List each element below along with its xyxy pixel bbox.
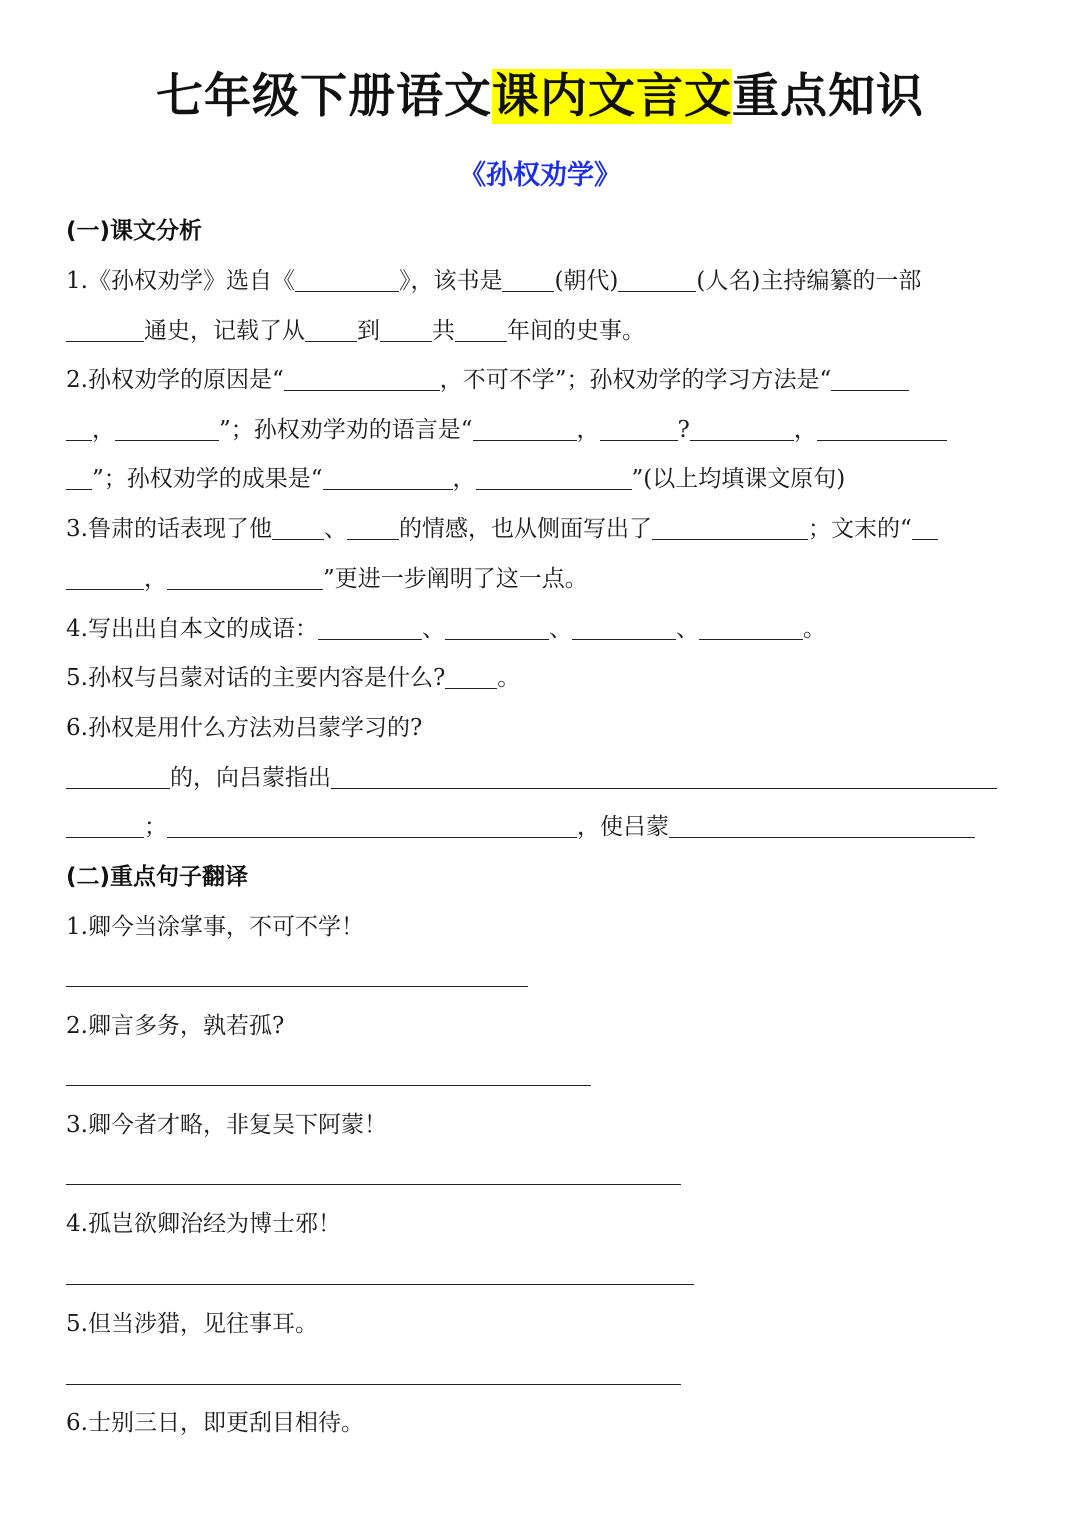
q2-line3 bbox=[66, 462, 845, 496]
q3-text-a: 3.鲁肃的话表现了他 bbox=[66, 516, 272, 542]
blank[interactable] bbox=[669, 812, 975, 838]
q1-text-d: (人名)主持编纂的一部 bbox=[696, 268, 922, 294]
q4-sep: 、 bbox=[675, 616, 699, 642]
q2-text-h: ”；孙权劝学的成果是“ bbox=[92, 466, 323, 492]
blank[interactable] bbox=[476, 464, 632, 490]
translation-item-6: 6.士别三日，即更刮目相待。 bbox=[66, 1410, 364, 1436]
translation-item-1: 1.卿今当涂掌事，不可不学！ bbox=[66, 914, 364, 940]
translation-item-2: 2.卿言多务，孰若孤? bbox=[66, 1013, 285, 1039]
q4-sep: 、 bbox=[421, 616, 445, 642]
title-part1: 七年级下册语文 bbox=[156, 69, 492, 124]
blank[interactable] bbox=[618, 266, 696, 292]
q2-text-g: ， bbox=[793, 417, 817, 443]
q4-text-a: 4.写出出自本文的成语： bbox=[66, 616, 318, 642]
q2-text-c: ， bbox=[92, 417, 115, 443]
blank[interactable] bbox=[652, 514, 808, 540]
blank[interactable] bbox=[455, 316, 507, 342]
q1-line2 bbox=[66, 314, 645, 348]
title-part2: 重点知识 bbox=[732, 69, 924, 124]
q3-line2 bbox=[66, 562, 588, 596]
q3-text-c: 的情感，也从侧面写出了 bbox=[398, 516, 652, 542]
q1-text-f: 到 bbox=[357, 318, 380, 344]
blank[interactable] bbox=[600, 415, 678, 441]
answer-line[interactable] bbox=[66, 1085, 591, 1086]
q6-text-b: 的，向吕蒙指出 bbox=[170, 765, 331, 791]
q2-text-i: ， bbox=[452, 466, 476, 492]
blank[interactable] bbox=[699, 614, 803, 640]
blank[interactable] bbox=[66, 763, 170, 789]
section1-heading: (一)课文分析 bbox=[66, 218, 203, 244]
q6-line3 bbox=[66, 810, 975, 844]
title-highlight: 课内文言文 bbox=[492, 69, 732, 124]
blank[interactable] bbox=[66, 464, 92, 490]
q3-text-b: 、 bbox=[323, 516, 347, 542]
section2-heading: (二)重点句子翻译 bbox=[66, 864, 249, 890]
q6-line2 bbox=[66, 761, 997, 795]
translation-item-4: 4.孤岂欲卿治经为博士邪！ bbox=[66, 1211, 341, 1237]
blank[interactable] bbox=[445, 614, 549, 640]
q6-text-c: ； bbox=[144, 814, 167, 840]
blank[interactable] bbox=[690, 415, 794, 441]
blank[interactable] bbox=[272, 514, 324, 540]
blank[interactable] bbox=[66, 415, 92, 441]
blank[interactable] bbox=[115, 415, 219, 441]
q3-line1 bbox=[66, 512, 938, 546]
q1-line1 bbox=[66, 264, 921, 298]
blank[interactable] bbox=[572, 614, 676, 640]
q4-line bbox=[66, 612, 826, 646]
blank[interactable] bbox=[817, 415, 947, 441]
q6-text-d: ，使吕蒙 bbox=[577, 814, 669, 840]
q1-text-h: 年间的史事。 bbox=[507, 318, 645, 344]
q2-text-d: ”；孙权劝学劝的语言是“ bbox=[219, 417, 473, 443]
q5-line bbox=[66, 661, 520, 695]
answer-line[interactable] bbox=[66, 1284, 694, 1285]
blank[interactable] bbox=[912, 514, 938, 540]
q4-sep: 、 bbox=[548, 616, 572, 642]
page-title bbox=[0, 62, 1080, 132]
q2-text-f: ? bbox=[677, 417, 690, 443]
blank[interactable] bbox=[445, 663, 497, 689]
blank[interactable] bbox=[502, 266, 554, 292]
blank[interactable] bbox=[295, 266, 399, 292]
q2-line2 bbox=[66, 413, 947, 447]
q1-text-c: (朝代) bbox=[554, 268, 619, 294]
q3-text-d: ；文末的“ bbox=[807, 516, 912, 542]
blank[interactable] bbox=[331, 763, 997, 789]
blank[interactable] bbox=[284, 365, 440, 391]
blank[interactable] bbox=[66, 812, 144, 838]
q2-text-e: ， bbox=[576, 417, 600, 443]
blank[interactable] bbox=[831, 365, 909, 391]
q2-text-j: ”(以上均填课文原句) bbox=[631, 466, 846, 492]
lesson-subtitle: 《孙权劝学》 bbox=[459, 160, 621, 191]
blank[interactable] bbox=[167, 564, 323, 590]
q3-text-e: ， bbox=[144, 566, 167, 592]
blank[interactable] bbox=[380, 316, 432, 342]
blank[interactable] bbox=[305, 316, 357, 342]
q1-text-a: 1.《孙权劝学》选自《 bbox=[66, 268, 295, 294]
q3-text-f: ”更进一步阐明了这一点。 bbox=[323, 566, 588, 592]
q4-end: 。 bbox=[802, 616, 826, 642]
q1-text-g: 共 bbox=[432, 318, 455, 344]
answer-line[interactable] bbox=[66, 1384, 681, 1385]
q5-text-a: 5.孙权与吕蒙对话的主要内容是什么? bbox=[66, 665, 446, 691]
q2-line1 bbox=[66, 363, 909, 397]
translation-item-3: 3.卿今者才略，非复吴下阿蒙！ bbox=[66, 1112, 387, 1138]
blank[interactable] bbox=[473, 415, 577, 441]
q1-text-e: 通史，记载了从 bbox=[144, 318, 305, 344]
blank[interactable] bbox=[318, 614, 422, 640]
translation-item-5: 5.但当涉猎，见往事耳。 bbox=[66, 1311, 318, 1337]
q6-line1: 6.孙权是用什么方法劝吕蒙学习的? bbox=[66, 715, 423, 741]
q5-end: 。 bbox=[497, 665, 521, 691]
blank[interactable] bbox=[167, 812, 577, 838]
answer-line[interactable] bbox=[66, 1184, 681, 1185]
blank[interactable] bbox=[66, 564, 144, 590]
q1-text-b: 》，该书是 bbox=[398, 268, 503, 294]
blank[interactable] bbox=[66, 316, 144, 342]
q2-text-a: 2.孙权劝学的原因是“ bbox=[66, 367, 284, 393]
blank[interactable] bbox=[323, 464, 453, 490]
answer-line[interactable] bbox=[66, 986, 528, 987]
q2-text-b: ，不可不学”；孙权劝学的学习方法是“ bbox=[439, 367, 832, 393]
blank[interactable] bbox=[347, 514, 399, 540]
